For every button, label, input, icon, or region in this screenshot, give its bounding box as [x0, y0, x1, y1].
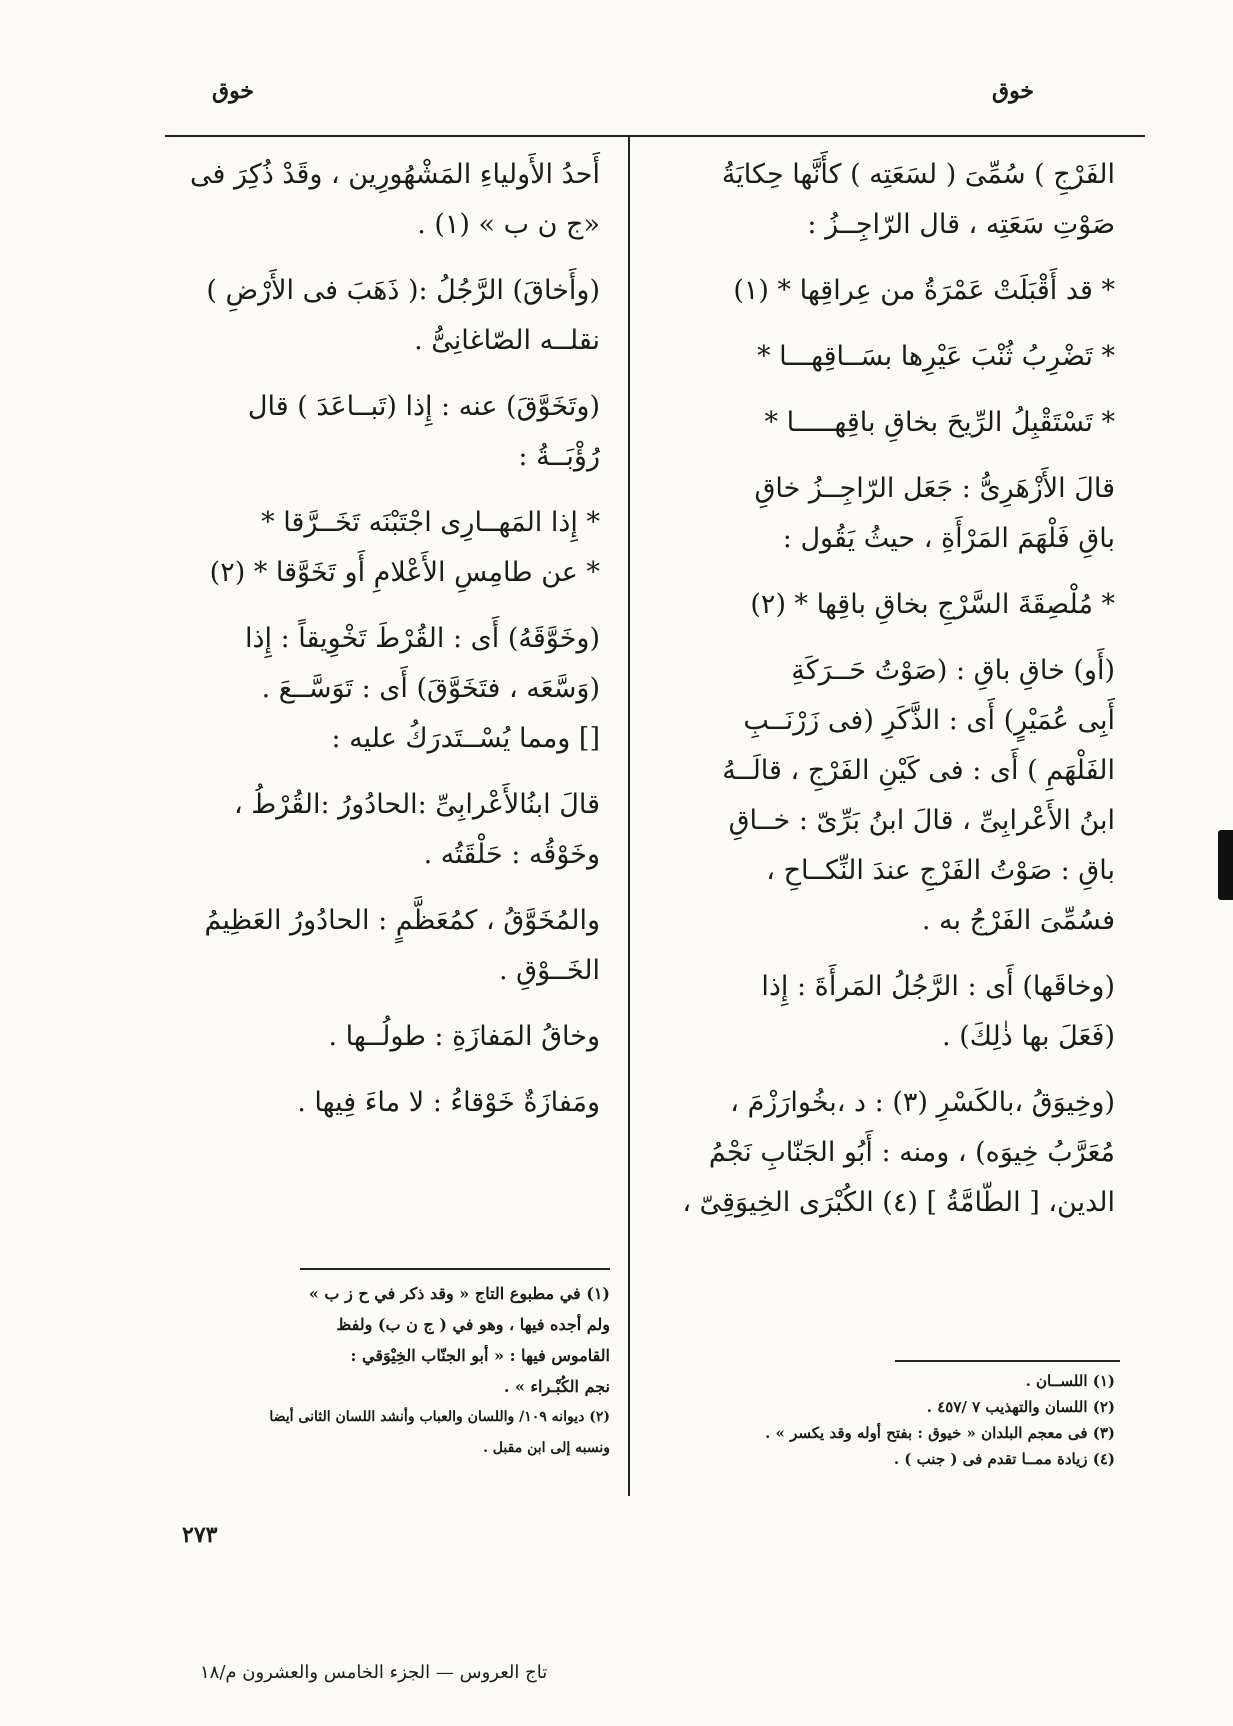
edge-thumb-mark	[1218, 830, 1233, 900]
verse-line: * قد أَقْبَلَتْ عَمْرَةُ من عِراقِها * (١)	[733, 275, 1115, 306]
text-line: (وخَوَّقَهُ) أَى : القُرْطَ تَخْوِيقاً : إِذا	[244, 623, 600, 654]
text-line: الخَــوْقِ .	[498, 955, 600, 986]
verse-line: * إِذا المَهــارِى اجْتَبْنَه تَخَــرَّقا *	[261, 507, 600, 538]
text-line: (وخِيوَقُ ،بالكَسْرِ (٣) : د ،بخُوارَزْمَ ،	[730, 1087, 1115, 1118]
text-line: صَوْتِ سَعَتِه ، قال الرّاجِــزُ :	[807, 209, 1115, 240]
text-line: (فَعَلَ بها ذٰلِكَ) .	[942, 1021, 1115, 1052]
text-line: الدين، [ الطّامَّةُ ] (٤) الكُبْرَى الخِيوَقِىّ ،	[682, 1187, 1115, 1218]
footnote-line: (٤) زيادة ممــا تقدم فى ( جنب ) .	[893, 1450, 1115, 1468]
text-line: والمُخَوَّقُ ، كمُعَظَّمٍ : الحادُورُ العَظِيمُ	[204, 905, 600, 936]
header-right: خوق	[992, 78, 1035, 104]
right-column	[660, 150, 1115, 1228]
footnote-line: ولم أجده فيها ، وهو في ( ج ن ب) ولفظ	[336, 1315, 610, 1334]
text-line: أَبِى عُمَيْرٍ) أَى : الذَّكَرِ (فى زَرْنَــبِ	[743, 705, 1115, 736]
text-line: باقِ فَلْهَمَ المَرْأَةِ ، حيثُ يَقُول :	[782, 523, 1115, 554]
footnote-line: (٢) ديوانه ١٠٩/ واللسان والعباب وأنشد اللسان الثانى أيضا	[269, 1409, 610, 1425]
text-line: أَحدُ الأَولياءِ المَشْهُورِين ، وقَدْ ذُكِرَ فى	[189, 159, 600, 190]
text-line: [] ومما يُسْــتَدرَكُ عليه :	[331, 723, 600, 754]
text-line: الفَلْهَمِ ) أَى : فى كَيْنِ الفَرْجِ ، قالَــهُ	[722, 755, 1115, 786]
header-left: خوق	[212, 78, 255, 104]
footnote-line: (٢) اللسان والتهذيب ٧ /٤٥٧ .	[926, 1398, 1115, 1416]
text-line: نقلــه الصّاغانِىُّ .	[414, 325, 600, 356]
footnote-line: (٣) فى معجم البلدان « خيوق : بفتح أوله وقد يكسر » .	[765, 1424, 1115, 1442]
footnote-rule-left	[300, 1268, 610, 1270]
text-line: ابنُ الأَعْرابِىِّ ، قالَ ابنُ بَرِّىّ : خــاقِ	[728, 805, 1115, 836]
text-line: وخَوْقُه : حَلْقَتُه .	[423, 839, 600, 870]
footnote-line: (١) اللســان .	[1025, 1372, 1115, 1390]
footnote-rule-right	[895, 1360, 1120, 1362]
text-line: فسُمِّىَ الفَرْجُ به .	[921, 905, 1115, 936]
text-line: (وتَخَوَّقَ) عنه : إِذا (تَبــاعَدَ ) قال	[247, 391, 600, 422]
text-line: وخاقُ المَفازَةِ : طولُــها .	[328, 1021, 600, 1052]
text-line: ومَفازَةٌ خَوْقاءُ : لا ماءَ فِيها .	[297, 1087, 600, 1118]
footnotes-left	[160, 1278, 610, 1464]
text-line: (وأَخاقَ) الرَّجُلُ :( ذَهَبَ فى الأَرْضِ )	[206, 275, 600, 306]
header-rule	[165, 135, 1145, 137]
footnotes-right	[660, 1368, 1115, 1472]
running-footer: تاج العروس — الجزء الخامس والعشرون م/١٨	[200, 1662, 548, 1683]
footnote-line: ونسبه إلى ابن مقبل .	[483, 1440, 610, 1456]
left-column	[160, 150, 600, 1128]
verse-line: * تَضْرِبُ ثُنْبَ عَيْرِها بسَــاقِهـــا *	[757, 341, 1115, 372]
text-line: (وَسَّعَه ، فتَخَوَّقَ) أَى : تَوَسَّــعَ .	[261, 673, 600, 704]
text-line: «ج ن ب » (١) .	[417, 209, 600, 240]
text-line: باقِ : صَوْتُ الفَرْجِ عندَ النِّكــاحِ ،	[766, 855, 1115, 886]
verse-line: * مُلْصِقَةَ السَّرْجِ بخاقِ باقِها * (٢)	[750, 589, 1115, 620]
footnote-line: القاموس فيها : « أبو الجنّاب الخِيْوَقي :	[350, 1346, 610, 1365]
footnote-line: (١) في مطبوع التاج « وقد ذكر في ح ز ب »	[308, 1284, 610, 1303]
text-line: رُؤْبَــةُ :	[518, 441, 600, 472]
verse-line: * عن طامِسِ الأَعْلامِ أَو تَخَوَّقا * (٢)	[209, 557, 600, 588]
column-divider	[628, 136, 630, 1496]
text-line: الفَرْجِ ) سُمِّىَ ( لسَعَتِه ) كأَنَّها حِكايَةُ	[721, 159, 1115, 190]
text-line: (وخاقَها) أَى : الرَّجُلُ المَرأَةَ : إِذا	[761, 971, 1115, 1002]
text-line: قالَ الأَزْهَرِىُّ : جَعَل الرّاجِــزُ خاقِ	[754, 473, 1115, 504]
text-line: قالَ ابنُالأَعْرابِىِّ :الحادُورُ :القُرْطُ ،	[233, 789, 600, 820]
verse-line: * تَسْتَقْبِلُ الرِّيحَ بخاقِ باقِهـــــا *	[764, 407, 1115, 438]
footnote-line: نجم الكُبْـراء » .	[503, 1377, 610, 1396]
page-number: ٢٧٣	[182, 1522, 218, 1548]
text-line: (أَو) خاقِ باقِ : (صَوْتُ حَــرَكَةِ	[791, 655, 1115, 686]
text-line: مُعَرَّبُ خِيوَه) ، ومنه : أَبُو الجَنّابِ نَجْمُ	[708, 1137, 1115, 1168]
